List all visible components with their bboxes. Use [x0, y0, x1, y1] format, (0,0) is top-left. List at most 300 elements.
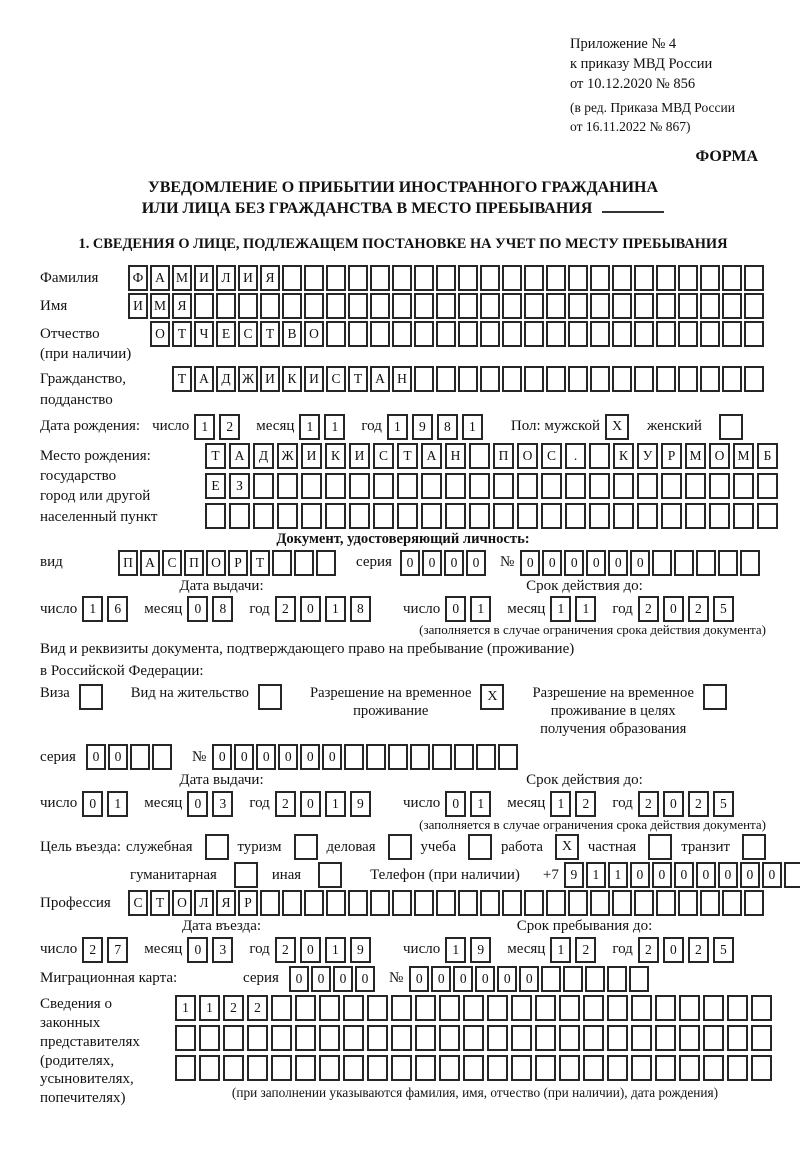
char-cell: 0 — [475, 966, 495, 992]
char-cell — [703, 1055, 724, 1081]
char-cell — [445, 473, 466, 499]
citizenship-row — [40, 366, 766, 410]
char-cell — [367, 995, 388, 1021]
char-cell — [559, 1055, 580, 1081]
appendix-line: Приложение № 4 — [570, 36, 677, 52]
char-cell — [744, 293, 764, 319]
char-cell: 0 — [422, 550, 442, 576]
purpose-options-row2 — [130, 862, 342, 888]
char-cell — [524, 890, 544, 916]
citizenship-label-line1: Гражданство, — [40, 371, 127, 388]
char-cell — [656, 293, 676, 319]
char-cell — [260, 890, 280, 916]
char-cell — [480, 321, 500, 347]
digit-cell: 0 — [445, 791, 466, 817]
digit-cell: 6 — [107, 596, 128, 622]
char-cell — [325, 473, 346, 499]
day-label: число — [403, 795, 441, 812]
char-cell: Т — [205, 443, 226, 469]
purpose-option-checkbox — [388, 834, 412, 860]
digit-cell: 0 — [663, 791, 684, 817]
char-cell — [685, 473, 706, 499]
char-cell — [367, 1025, 388, 1051]
appendix-line: от 10.12.2020 № 856 — [570, 76, 696, 92]
char-cell: И — [194, 265, 214, 291]
char-cell — [703, 995, 724, 1021]
sex-female-label: женский — [647, 418, 702, 435]
day-label: число — [403, 600, 441, 617]
char-cell: Я — [216, 890, 236, 916]
issue-date-heading: Дата выдачи: — [179, 577, 264, 594]
representatives-label: законных — [40, 1014, 101, 1031]
digit-cell: 2 — [275, 596, 296, 622]
char-cell: 0 — [355, 966, 375, 992]
char-cell — [463, 1055, 484, 1081]
char-cell: . — [565, 443, 586, 469]
char-cell — [751, 1055, 772, 1081]
residence-number-label: № — [191, 748, 207, 765]
birth-place-rows — [205, 443, 781, 529]
char-cell — [326, 890, 346, 916]
char-cell — [175, 1025, 196, 1051]
char-cell — [631, 1025, 652, 1051]
char-cell — [709, 473, 730, 499]
day-label: число — [40, 600, 78, 617]
option-line: проживание — [353, 702, 429, 719]
char-cell — [541, 966, 561, 992]
char-cell — [326, 321, 346, 347]
char-cell — [295, 1025, 316, 1051]
char-cell: 2 — [247, 995, 268, 1021]
char-cell — [722, 890, 742, 916]
char-cell: 0 — [519, 966, 539, 992]
char-cell — [304, 293, 324, 319]
digit-cell: 2 — [638, 937, 659, 963]
char-cell: И — [260, 366, 280, 392]
representatives-row3 — [175, 1055, 775, 1081]
birth-place-label: город или другой — [40, 488, 151, 505]
char-cell: Е — [216, 321, 236, 347]
purpose-option-label: работа — [501, 838, 543, 855]
char-cell — [559, 995, 580, 1021]
char-cell — [655, 1025, 676, 1051]
char-cell — [751, 1025, 772, 1051]
char-cell — [511, 995, 532, 1021]
entry-month-boxes — [187, 937, 237, 963]
representatives-labels — [40, 995, 175, 1108]
char-cell — [436, 890, 456, 916]
char-cell: 0 — [520, 550, 540, 576]
birth-place-block — [40, 443, 772, 529]
char-cell: 0 — [311, 966, 331, 992]
migration-card-label: Миграционная карта: — [40, 970, 178, 987]
char-cell — [524, 321, 544, 347]
year-label: год — [249, 941, 270, 958]
char-cell — [502, 293, 522, 319]
valid-date-heading: Срок действия до: — [526, 577, 643, 594]
char-cell — [397, 503, 418, 529]
doc-number-label: № — [499, 554, 515, 571]
option-line: Разрешение на временное — [309, 684, 472, 701]
representatives-label: (родителях, — [40, 1052, 115, 1069]
char-cell — [469, 443, 490, 469]
char-cell: И — [304, 366, 324, 392]
char-cell — [366, 744, 386, 770]
residence-option-education — [532, 684, 726, 739]
patronymic-row — [40, 321, 766, 365]
char-cell: С — [128, 890, 148, 916]
char-cell: 0 — [278, 744, 298, 770]
purpose-option-checkbox — [205, 834, 229, 860]
char-cell: А — [140, 550, 160, 576]
digit-cell: 1 — [82, 596, 103, 622]
char-cell — [700, 321, 720, 347]
char-cell — [415, 1025, 436, 1051]
char-cell: Л — [194, 890, 214, 916]
char-cell — [634, 321, 654, 347]
char-cell — [349, 503, 370, 529]
char-cell — [436, 366, 456, 392]
given-name-label: Имя — [40, 297, 68, 314]
purpose-row2 — [40, 862, 776, 888]
char-cell: И — [238, 265, 258, 291]
char-cell — [757, 503, 778, 529]
doc-kind-label: вид — [40, 554, 63, 571]
char-cell — [325, 503, 346, 529]
char-cell — [541, 503, 562, 529]
digit-cell: 0 — [187, 596, 208, 622]
char-cell: 0 — [762, 862, 782, 888]
digit-cell: 1 — [550, 596, 571, 622]
char-cell — [421, 503, 442, 529]
month-label: месяц — [144, 795, 183, 812]
option-line: Разрешение на временное — [532, 684, 694, 701]
char-cell: Т — [150, 890, 170, 916]
char-cell — [343, 1025, 364, 1051]
digit-cell: 1 — [445, 937, 466, 963]
identity-doc-heading: Документ, удостоверяющий личность: — [276, 530, 530, 547]
char-cell: С — [326, 366, 346, 392]
year-label: год — [612, 600, 633, 617]
char-cell — [277, 473, 298, 499]
char-cell: 0 — [630, 862, 650, 888]
char-cell — [590, 293, 610, 319]
purpose-option-checkbox — [318, 862, 342, 888]
digit-cell: 2 — [82, 937, 103, 963]
char-cell — [373, 503, 394, 529]
char-cell — [757, 473, 778, 499]
day-label: число — [152, 418, 190, 435]
char-cell — [223, 1055, 244, 1081]
valid-date-col — [403, 772, 766, 831]
migration-series-boxes — [289, 966, 377, 992]
blank-underline — [602, 211, 664, 213]
purpose-option-checkbox: X — [555, 834, 579, 860]
char-cell — [727, 995, 748, 1021]
char-cell — [709, 503, 730, 529]
digit-cell: 0 — [663, 937, 684, 963]
char-cell: 1 — [586, 862, 606, 888]
char-cell — [678, 366, 698, 392]
birth-place-row1 — [205, 443, 781, 469]
char-cell — [722, 321, 742, 347]
year-label: год — [612, 795, 633, 812]
char-cell: 0 — [431, 966, 451, 992]
char-cell: А — [194, 366, 214, 392]
birth-month-boxes — [299, 414, 349, 440]
char-cell: 0 — [630, 550, 650, 576]
char-cell — [348, 293, 368, 319]
char-cell — [655, 995, 676, 1021]
char-cell — [326, 265, 346, 291]
char-cell — [583, 1025, 604, 1051]
char-cell — [391, 1055, 412, 1081]
char-cell — [612, 366, 632, 392]
residence-doc-dates — [40, 772, 766, 831]
char-cell — [613, 473, 634, 499]
char-cell — [301, 473, 322, 499]
form-label: ФОРМА — [695, 148, 758, 166]
char-cell — [607, 995, 628, 1021]
digit-cell: 1 — [325, 791, 346, 817]
char-cell — [613, 503, 634, 529]
residence-option-label: Вид на жительство — [130, 684, 249, 701]
char-cell — [487, 1055, 508, 1081]
purpose-option-label: деловая — [326, 838, 376, 855]
char-cell: Т — [348, 366, 368, 392]
validity-note: (заполняется в случае ограничения срока действия документа) — [419, 622, 766, 638]
char-cell: Т — [260, 321, 280, 347]
doc-series-label: серия — [356, 554, 392, 571]
char-cell — [727, 1025, 748, 1051]
sex-male-label: Пол: мужской — [510, 418, 601, 435]
purpose-option-label: транзит — [681, 838, 730, 855]
char-cell — [476, 744, 496, 770]
year-label: год — [361, 418, 382, 435]
char-cell — [563, 966, 583, 992]
char-cell: С — [373, 443, 394, 469]
char-cell — [370, 890, 390, 916]
digit-cell: 1 — [324, 414, 345, 440]
char-cell — [727, 1055, 748, 1081]
purpose-option-label: туризм — [237, 838, 282, 855]
char-cell — [568, 293, 588, 319]
char-cell — [295, 995, 316, 1021]
form-title — [40, 178, 766, 220]
char-cell — [565, 473, 586, 499]
char-cell: К — [613, 443, 634, 469]
char-cell — [565, 503, 586, 529]
char-cell: 1 — [608, 862, 628, 888]
char-cell: М — [685, 443, 706, 469]
representatives-label: представителях — [40, 1033, 140, 1050]
digit-cell: 2 — [638, 596, 659, 622]
citizenship-label-line2: подданство — [40, 391, 113, 408]
char-cell — [722, 265, 742, 291]
digit-cell: 0 — [187, 937, 208, 963]
issue-date-col — [40, 772, 403, 831]
purpose-option-checkbox — [648, 834, 672, 860]
digit-cell: 2 — [638, 791, 659, 817]
char-cell — [454, 744, 474, 770]
representatives-rows — [175, 995, 775, 1108]
char-cell — [344, 744, 364, 770]
birth-place-row3 — [205, 503, 781, 529]
patronymic-boxes — [150, 321, 766, 347]
char-cell — [421, 473, 442, 499]
char-cell — [524, 366, 544, 392]
digit-cell: 0 — [445, 596, 466, 622]
sex-female-checkbox — [719, 414, 743, 440]
char-cell — [502, 321, 522, 347]
char-cell: В — [282, 321, 302, 347]
char-cell: 0 — [322, 744, 342, 770]
char-cell — [414, 321, 434, 347]
char-cell — [414, 890, 434, 916]
birth-place-label: государство — [40, 468, 117, 485]
digit-cell: 3 — [212, 937, 233, 963]
birth-date-row — [40, 414, 766, 440]
patronymic-label — [40, 321, 150, 365]
purpose-label: Цель въезда: — [40, 838, 121, 855]
char-cell — [247, 1055, 268, 1081]
surname-row — [40, 265, 766, 291]
char-cell — [480, 366, 500, 392]
digit-cell: 1 — [575, 596, 596, 622]
char-cell — [674, 550, 694, 576]
char-cell — [661, 473, 682, 499]
char-cell — [271, 1025, 292, 1051]
char-cell: 0 — [497, 966, 517, 992]
valid-day-boxes — [445, 596, 495, 622]
stay-date-heading: Срок пребывания до: — [516, 918, 653, 935]
digit-cell: 9 — [470, 937, 491, 963]
residence-series-boxes — [86, 744, 174, 770]
char-cell — [524, 293, 544, 319]
char-cell: Н — [445, 443, 466, 469]
appendix-line: к приказу МВД России — [570, 56, 713, 72]
doc-series-boxes — [400, 550, 488, 576]
char-cell — [634, 293, 654, 319]
char-cell — [388, 744, 408, 770]
purpose-options-row1 — [126, 834, 766, 860]
residence-permit-checkbox — [258, 684, 282, 710]
residence-options — [40, 684, 766, 739]
char-cell: З — [229, 473, 250, 499]
char-cell — [546, 321, 566, 347]
valid-month-boxes — [550, 791, 600, 817]
char-cell — [469, 473, 490, 499]
char-cell — [546, 366, 566, 392]
char-cell — [656, 265, 676, 291]
entry-date-row — [40, 937, 403, 963]
char-cell: Д — [216, 366, 236, 392]
char-cell — [634, 890, 654, 916]
char-cell: Б — [757, 443, 778, 469]
char-cell: Т — [397, 443, 418, 469]
char-cell: 0 — [564, 550, 584, 576]
visa-checkbox — [79, 684, 103, 710]
char-cell: Н — [392, 366, 412, 392]
month-label: месяц — [507, 600, 546, 617]
char-cell — [637, 503, 658, 529]
char-cell — [316, 550, 336, 576]
char-cell: Ч — [194, 321, 214, 347]
char-cell — [661, 503, 682, 529]
char-cell — [568, 366, 588, 392]
char-cell — [271, 995, 292, 1021]
char-cell — [397, 473, 418, 499]
sex-male-checkbox: X — [605, 414, 629, 440]
char-cell — [480, 890, 500, 916]
char-cell: 0 — [586, 550, 606, 576]
char-cell — [568, 321, 588, 347]
char-cell — [722, 366, 742, 392]
char-cell — [744, 321, 764, 347]
char-cell — [700, 366, 720, 392]
char-cell — [589, 503, 610, 529]
issue-year-boxes — [275, 791, 375, 817]
char-cell — [612, 293, 632, 319]
char-cell — [439, 1055, 460, 1081]
char-cell: 0 — [466, 550, 486, 576]
char-cell: 0 — [740, 862, 760, 888]
education-residence-checkbox — [703, 684, 727, 710]
char-cell — [480, 265, 500, 291]
digit-cell: 5 — [713, 596, 734, 622]
char-cell — [498, 744, 518, 770]
char-cell — [733, 473, 754, 499]
char-cell — [511, 1025, 532, 1051]
char-cell: И — [128, 293, 148, 319]
char-cell — [480, 293, 500, 319]
char-cell — [469, 503, 490, 529]
char-cell: О — [709, 443, 730, 469]
char-cell: Л — [216, 265, 236, 291]
char-cell — [656, 321, 676, 347]
digit-cell: 9 — [350, 791, 371, 817]
digit-cell: 2 — [688, 596, 709, 622]
char-cell — [223, 1025, 244, 1051]
digit-cell: 0 — [82, 791, 103, 817]
residence-intro-line1: Вид и реквизиты документа, подтверждающего право на пребывание (проживание) — [40, 640, 575, 657]
char-cell: О — [304, 321, 324, 347]
char-cell — [238, 293, 258, 319]
migration-series-label: серия — [243, 970, 279, 987]
given-name-boxes — [128, 293, 766, 319]
char-cell — [502, 890, 522, 916]
char-cell — [282, 265, 302, 291]
digit-cell: 2 — [575, 937, 596, 963]
identity-doc-row — [40, 550, 766, 576]
char-cell — [247, 1025, 268, 1051]
issue-day-boxes — [82, 791, 132, 817]
char-cell — [583, 1055, 604, 1081]
char-cell — [502, 265, 522, 291]
profession-row — [40, 890, 766, 916]
char-cell — [703, 1025, 724, 1051]
char-cell — [415, 995, 436, 1021]
char-cell — [436, 321, 456, 347]
char-cell — [612, 890, 632, 916]
char-cell — [679, 1025, 700, 1051]
char-cell — [751, 995, 772, 1021]
purpose-option-checkbox — [742, 834, 766, 860]
valid-month-boxes — [550, 596, 600, 622]
char-cell — [546, 265, 566, 291]
char-cell — [439, 995, 460, 1021]
char-cell — [348, 321, 368, 347]
